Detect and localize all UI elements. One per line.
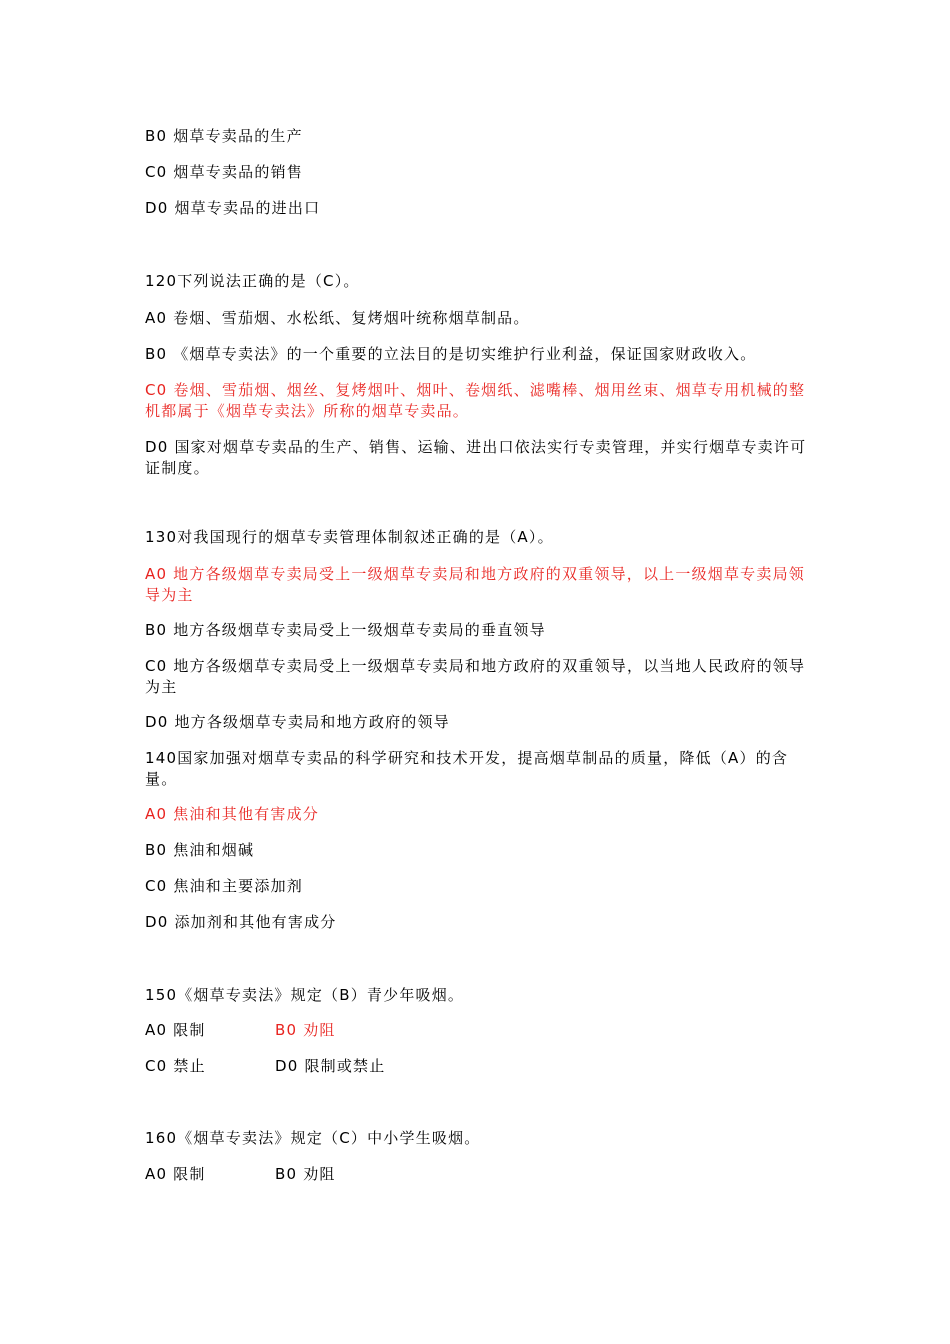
- q15-option-b-answer: B0 劝阻: [275, 1021, 336, 1039]
- q15-options-row-1: [145, 1020, 810, 1041]
- question-12: 120下列说法正确的是（C）。: [145, 272, 360, 290]
- q15-option-c: C0 禁止: [145, 1057, 206, 1075]
- q12-option-c-answer: C0 卷烟、雪茄烟、烟丝、复烤烟叶、烟叶、卷烟纸、滤嘴棒、烟用丝束、烟草专用机械的整机都属于《烟草专卖法》所称的烟草专卖品。: [145, 381, 806, 420]
- q15-option-a: A0 限制: [145, 1021, 206, 1039]
- question-15: 150《烟草专卖法》规定（B）青少年吸烟。: [145, 986, 465, 1004]
- q14-option-b: B0 焦油和烟碱: [145, 841, 255, 859]
- q14-option-c: C0 焦油和主要添加剂: [145, 877, 303, 895]
- question-16: 160《烟草专卖法》规定（C）中小学生吸烟。: [145, 1129, 481, 1147]
- q12-option-d: D0 国家对烟草专卖品的生产、销售、运输、进出口依法实行专卖管理，并实行烟草专卖许可证制度。: [145, 438, 807, 477]
- q15-option-d: D0 限制或禁止: [275, 1057, 386, 1075]
- q14-option-d: D0 添加剂和其他有害成分: [145, 913, 337, 931]
- question-14: 140国家加强对烟草专卖品的科学研究和技术开发，提高烟草制品的质量，降低（A）的含量。: [145, 749, 789, 788]
- q15-options-row-2: [145, 1056, 810, 1077]
- q12-option-a: A0 卷烟、雪茄烟、水松纸、复烤烟叶统称烟草制品。: [145, 309, 530, 327]
- q16-options-row-1: [145, 1164, 810, 1185]
- q13-option-d: D0 地方各级烟草专卖局和地方政府的领导: [145, 713, 450, 731]
- q13-option-a-answer: A0 地方各级烟草专卖局受上一级烟草专卖局和地方政府的双重领导，以上一级烟草专卖局领导为主: [145, 565, 805, 604]
- q13-option-c: C0 地方各级烟草专卖局受上一级烟草专卖局和地方政府的双重领导，以当地人民政府的领导为主: [145, 657, 806, 696]
- q13-option-b: B0 地方各级烟草专卖局受上一级烟草专卖局的垂直领导: [145, 621, 546, 639]
- question-13: 130对我国现行的烟草专卖管理体制叙述正确的是（A）。: [145, 528, 554, 546]
- option-b-production: B0 烟草专卖品的生产: [145, 127, 303, 145]
- q14-option-a-answer: A0 焦油和其他有害成分: [145, 805, 319, 823]
- q16-option-a: A0 限制: [145, 1165, 206, 1183]
- q12-option-b: B0 《烟草专卖法》的一个重要的立法目的是切实维护行业利益，保证国家财政收入。: [145, 345, 757, 363]
- option-c-sales: C0 烟草专卖品的销售: [145, 163, 303, 181]
- q16-option-b: B0 劝阻: [275, 1165, 336, 1183]
- option-d-import-export: D0 烟草专卖品的进出口: [145, 199, 321, 217]
